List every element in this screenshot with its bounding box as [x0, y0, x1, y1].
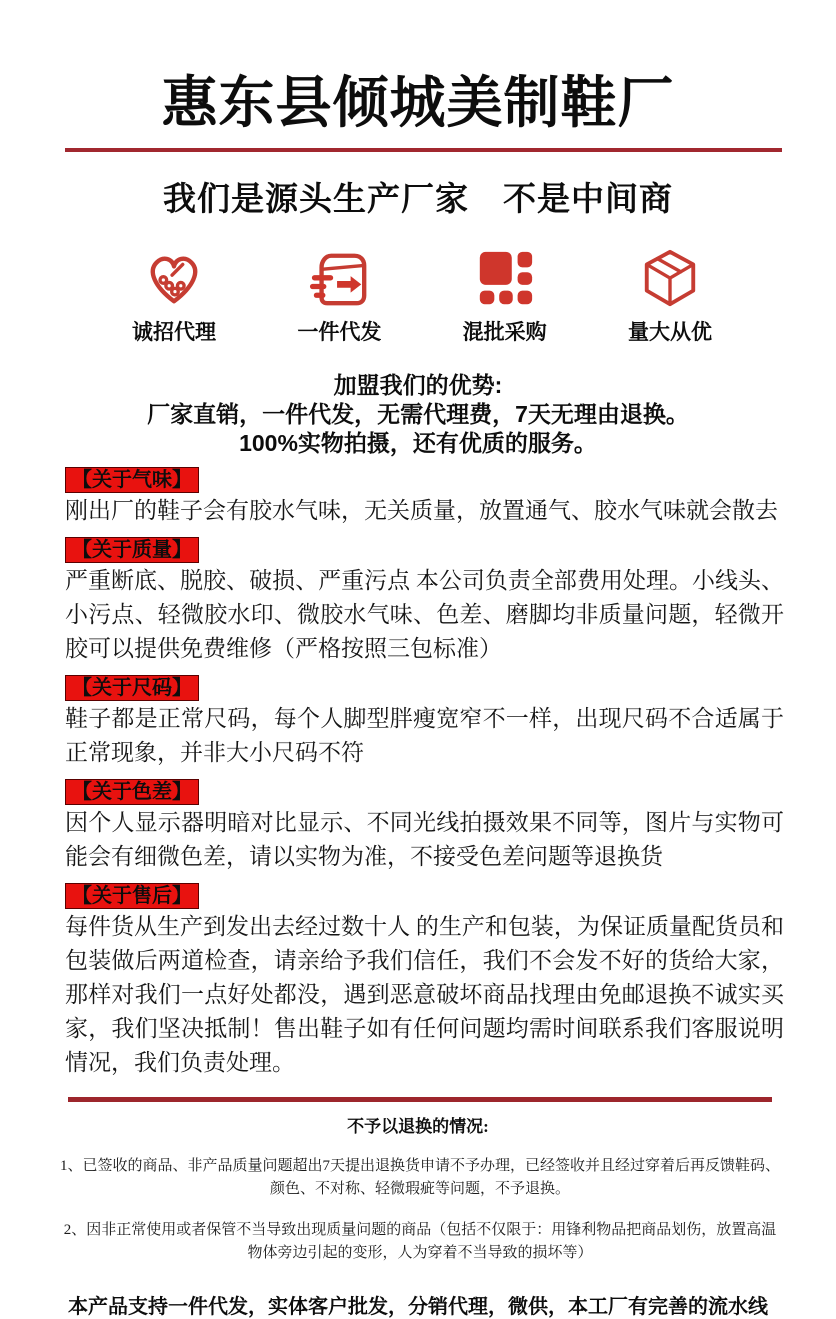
- red-divider-bottom: [68, 1097, 772, 1102]
- section-header-smell: 【关于气味】: [65, 467, 199, 493]
- no-return-item-2: 2、因非正常使用或者保管不当导致出现质量问题的商品（包括不仅限于：用锋利物品把商品划伤，放置高温物体旁边引起的变形，人为穿着不当导致的损坏等）: [63, 1221, 777, 1261]
- feature-label: 混批采购: [462, 320, 547, 344]
- section-body-quality: 严重断底、脱胶、破损、严重污点 本公司负责全部费用处理。小线头、小污点、轻微胶水印、微胶水气味、色差、磨脚均非质量问题，轻微开胶可以提供免费维修（严格按照三包标准）: [65, 567, 784, 661]
- footer-statement: 本产品支持一件代发，实体客户批发，分销代理，微供，本工厂有完善的流水线: [68, 1295, 768, 1318]
- no-return-item-1: 1、已签收的商品、非产品质量问题超出7天提出退换货申请不予办理，已经签收并且经过穿着后再反馈鞋码、颜色、不对称、轻微瑕疵等问题，不予退换。: [60, 1157, 781, 1197]
- feature-row: [124, 247, 720, 346]
- page-title: 惠东县倾城美制鞋厂: [161, 71, 675, 134]
- mixed-batch-grid-icon: [473, 247, 537, 311]
- section-header-size: 【关于尺码】: [65, 675, 199, 701]
- section-body-color-difference: 因个人显示器明暗对比显示、不同光线拍摄效果不同等，图片与实物可能会有细微色差，请以实物为准，不接受色差问题等退换货: [65, 809, 784, 869]
- section-header-color-difference: 【关于色差】: [65, 779, 199, 805]
- section-body-smell: 刚出厂的鞋子会有胶水气味，无关质量，放置通气、胶水气味就会散去: [65, 497, 778, 523]
- advantages-block: [0, 371, 836, 458]
- section-body-size: 鞋子都是正常尺码，每个人脚型胖瘦宽窄不一样，出现尺码不合适属于正常现象，并非大小尺码不符: [65, 705, 784, 765]
- red-divider-top: [65, 148, 782, 152]
- section-body-after-sales: 每件货从生产到发出去经过数十人 的生产和包装，为保证质量配货员和包装做后两道检查，请亲给予我们信任，我们不会发不好的货给大家，那样对我们一点好处都没，遇到恶意破坏商品找理由免邮退换不诚实买家，我们坚决抵制！售出鞋子如有任何问题均需时间联系我们客服说明情况，我们负责处理。: [65, 913, 784, 1075]
- feature-mixed-purchase: [455, 247, 555, 346]
- feature-label: 一件代发: [297, 320, 382, 344]
- advantages-line-1: 厂家直销，一件代发，无需代理费，7天无理由退换。: [147, 400, 689, 427]
- dropship-box-arrow-icon: [307, 247, 371, 311]
- feature-dropshipping: [289, 247, 389, 346]
- section-header-quality: 【关于质量】: [65, 537, 199, 563]
- bulk-cube-icon: [638, 247, 702, 311]
- page-subtitle: 我们是源头生产厂家 不是中间商: [163, 181, 673, 218]
- section-header-after-sales: 【关于售后】: [65, 883, 199, 909]
- feature-bulk-discount: [620, 247, 720, 346]
- advantages-heading: 加盟我们的优势:: [333, 371, 503, 398]
- info-sections: [65, 467, 784, 1080]
- feature-label: 诚招代理: [132, 320, 216, 344]
- feature-recruit-agents: [124, 247, 224, 346]
- handshake-heart-icon: [142, 247, 206, 311]
- advantages-line-2: 100%实物拍摄，还有优质的服务。: [239, 429, 597, 456]
- no-return-heading: 不予以退换的情况:: [347, 1116, 489, 1136]
- feature-label: 量大从优: [627, 320, 712, 344]
